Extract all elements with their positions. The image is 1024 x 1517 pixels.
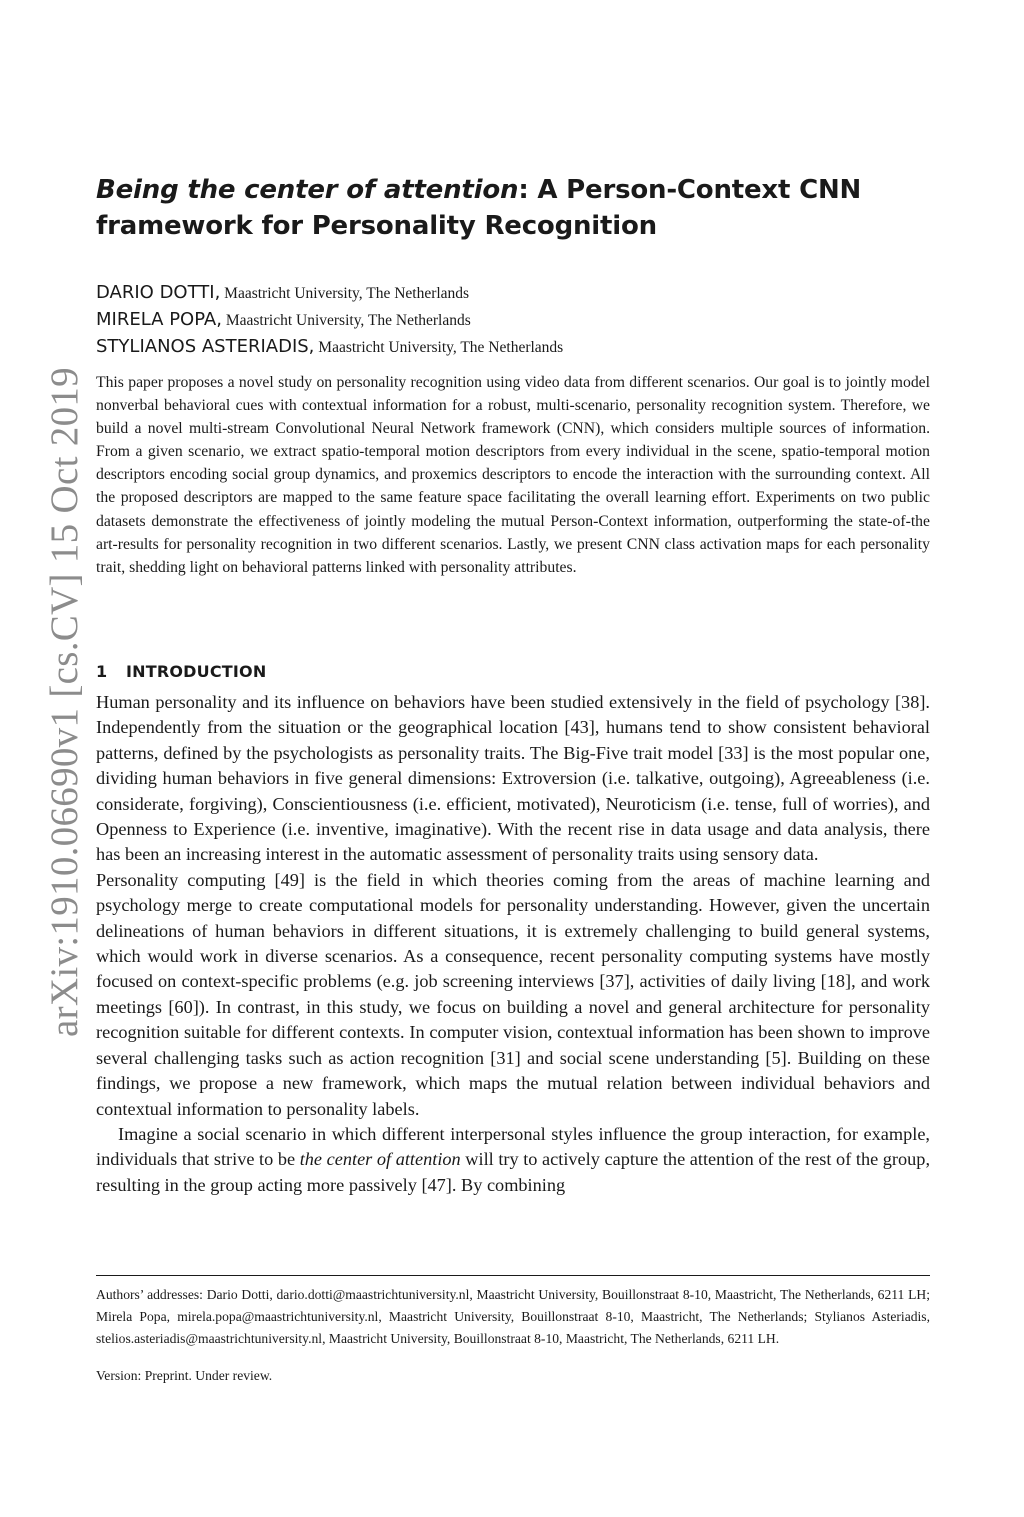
author-entry bbox=[96, 279, 926, 306]
author-name: MIRELA POPA, bbox=[96, 309, 222, 330]
author-affiliation: Maastricht University, The Netherlands bbox=[314, 339, 564, 356]
emphasis-text: the center of attention bbox=[299, 1149, 461, 1170]
author-addresses-footnote: Authors’ addresses: Dario Dotti, dario.dotti@maastrichtuniversity.nl, Maastricht University, Bouillonstraat 8-10, Maastricht, The Netherlands, 6211 LH; Mirela Popa, mirela.popa@maastrichtuniversity.nl, Maastricht University, Bouillonstraat 8-10, Maastricht, The Netherlands; Stylianos Asteriadis, stelios.asteriadis@maastrichtuniversity.nl, Maastricht University, Bouillonstraat 8-10, Maastricht, The Netherlands, 6211 LH. bbox=[96, 1287, 930, 1346]
arxiv-identifier-stamp: arXiv:1910.06690v1 [cs.CV] 15 Oct 2019 bbox=[43, 367, 86, 1037]
paragraph-text: will try to actively capture the attention of the rest of the group, resulting in the group acting more passively [47]. By combining bbox=[96, 1149, 931, 1195]
author-affiliation: Maastricht University, The Netherlands bbox=[220, 285, 470, 302]
version-note: Version: Preprint. Under review. bbox=[96, 1368, 273, 1383]
section-title: INTRODUCTION bbox=[126, 662, 267, 681]
author-name: DARIO DOTTI, bbox=[96, 282, 221, 303]
introduction-body bbox=[96, 690, 930, 1198]
author-name: STYLIANOS ASTERIADIS, bbox=[96, 336, 315, 357]
footnote-divider bbox=[96, 1275, 930, 1276]
body-paragraph: Personality computing [49] is the field in which theories coming from the areas of machine learning and psychology merge to create computational models for personality understanding. However, given the uncertain delineations of human behaviors in different situations, it is extremely challenging to build general systems, which would work in diverse scenarios. As a consequence, recent personality computing systems have mostly focused on context-specific problems (e.g. job screening interviews [37], activities of daily living [18], and work meetings [60]). In contrast, in this study, we focus on building a novel and general architecture for personality recognition suitable for different contexts. In computer vision, contextual information has been shown to improve several challenging tasks such as action recognition [31] and social scene understanding [5]. Building on these findings, we propose a new framework, which maps the mutual relation between individual behaviors and contextual information to personality labels. bbox=[96, 869, 930, 1119]
author-entry bbox=[96, 333, 926, 360]
abstract: This paper proposes a novel study on personality recognition using video data from different scenarios. Our goal is to jointly model nonverbal behavioral cues with contextual information for a robust, multi-scenario, personality recognition system. Therefore, we build a novel multi-stream Convolutional Neural Network framework (CNN), which considers multiple sources of information. From a given scenario, we extract spatio-temporal motion descriptors from every individual in the scene, spatio-temporal motion descriptors encoding social group dynamics, and proxemics descriptors to encode the interaction with the surrounding context. All the proposed descriptors are mapped to the same feature space facilitating the overall learning effort. Experiments on two public datasets demonstrate the effectiveness of jointly modeling the mutual Person-Context information, outperforming the state-of-the art-results for personality recognition in two different scenarios. Lastly, we present CNN class activation maps for each personality trait, shedding light on behavioral patterns linked with personality attributes. bbox=[96, 374, 930, 576]
body-paragraph bbox=[96, 1122, 930, 1198]
section-number: 1 bbox=[96, 662, 108, 681]
section-heading bbox=[96, 660, 266, 684]
author-list bbox=[96, 279, 926, 360]
author-affiliation: Maastricht University, The Netherlands bbox=[221, 312, 471, 329]
title-italic-part: Being the center of attention bbox=[96, 175, 519, 205]
paper-title bbox=[96, 172, 926, 244]
title-rest: : A Person-Context CNN framework for Personality Recognition bbox=[96, 175, 862, 241]
body-paragraph: Human personality and its influence on behaviors have been studied extensively in the field of psychology [38]. Independently from the situation or the geographical location [43], humans tend to show consistent behavioral patterns, defined by the psychologists as personality traits. The Big-Five trait model [33] is the most popular one, dividing human behaviors in five general dimensions: Extroversion (i.e. talkative, outgoing), Agreeableness (i.e. considerate, forgiving), Conscientiousness (i.e. efficient, motivated), Neuroticism (i.e. tense, full of worries), and Openness to Experience (i.e. inventive, imaginative). With the recent rise in data usage and data analysis, there has been an increasing interest in the automatic assessment of personality traits using sensory data. bbox=[96, 692, 930, 865]
paragraph-text: Imagine a social scenario in which different interpersonal styles influence the group interaction, for example, individuals that strive to be bbox=[96, 1123, 930, 1170]
author-entry bbox=[96, 306, 926, 333]
